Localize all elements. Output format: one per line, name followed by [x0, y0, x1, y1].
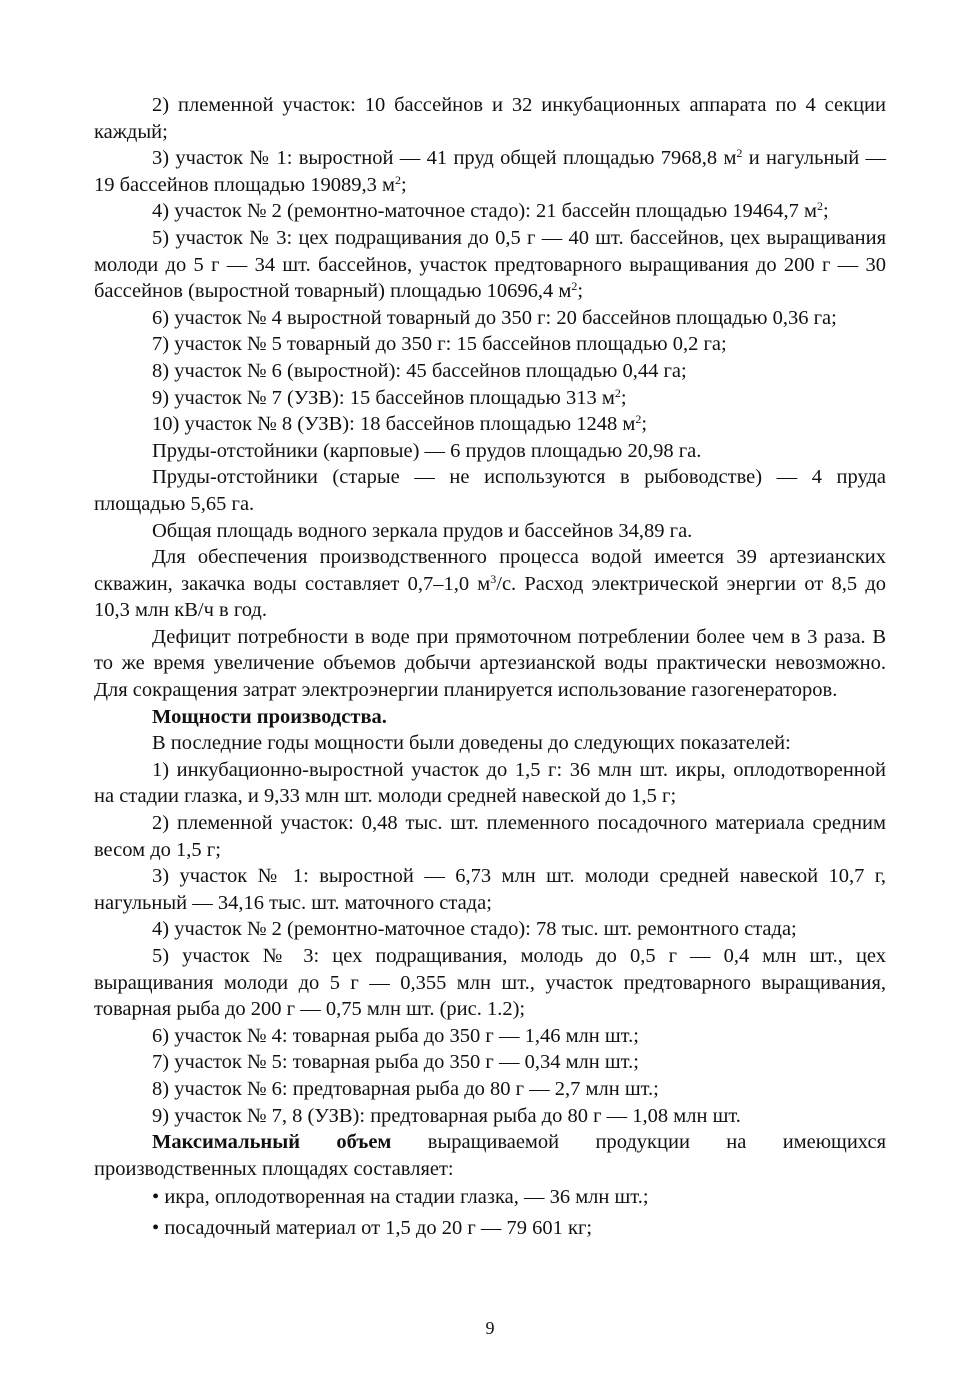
paragraph: 8) участок № 6 (выростной): 45 бассейнов площадью 0,44 га; [152, 359, 687, 382]
paragraph: Пруды-отстойники (старые — не используются в рыбоводстве) — 4 пруда площадью 5,65 га. [94, 466, 886, 515]
section-heading: Мощности производства. [152, 705, 387, 728]
paragraph: 2) племенной участок: 10 бассейнов и 32 инкубационных аппарата по 4 секции каждый; [94, 94, 886, 143]
list-item: 2) племенной участок: 0,48 тыс. шт. племенного посадочного материала средним весом до 1,5 г; [94, 812, 886, 861]
list-item: 5) участок № 3: цех подращивания, молодь до 0,5 г — 0,4 млн шт., цех выращивания молоди до 5 г — 0,355 млн шт., участок предтоварного выращивания, товарная рыба до 200 г — 0,75 млн шт. (рис. 1.2); [94, 945, 886, 1021]
page-number: 9 [485, 1318, 495, 1338]
bullet-icon: • [152, 1216, 160, 1239]
paragraph: 9) участок № 7 (УЗВ): 15 бассейнов площадью 313 $м^2$; [152, 385, 627, 409]
paragraph: Общая площадь водного зеркала прудов и бассейнов 34,89 га. [152, 519, 693, 542]
document-page [94, 92, 886, 1243]
paragraph: Пруды-отстойники (карповые) — 6 прудов площадью 20,98 га. [152, 439, 702, 462]
paragraph: 7) участок № 5 товарный до 350 г: 15 бассейнов площадью 0,2 га; [152, 333, 727, 356]
paragraph: 5) участок № 3: цех подращивания до 0,5 г — 40 шт. бассейнов, цех выращивания молоди до 5 г — 34 шт. бассейнов, участок предтоварного выращивания до 200 г — 30 бассейнов (выростной товарный) площадью 10696,4 $м^2$; [94, 226, 886, 303]
paragraph: Дефицит потребности в воде при прямоточном потреблении более чем в 3 раза. В то же время увеличение объемов добычи артезианской воды практически невозможно. Для сокращения затрат электроэнергии планируется использование газогенераторов. [94, 625, 886, 702]
list-item: 3) участок № 1: выростной — 6,73 млн шт. молоди средней навеской 10,7 г, нагульный — 34,16 тыс. шт. маточного стада; [94, 865, 886, 914]
paragraph: 10) участок № 8 (УЗВ): 18 бассейнов площадью 1248 $м^2$; [152, 412, 648, 436]
paragraph: В последние годы мощности были доведены до следующих показателей: [152, 732, 791, 755]
bullet-item: • икра, оплодотворенная на стадии глазка, — 36 млн шт.; [152, 1186, 649, 1209]
paragraph: Максимальный объем выращиваемой продукции на имеющихся производственных площадях составляет: [94, 1131, 886, 1180]
list-item: 9) участок № 7, 8 (УЗВ): предтоварная рыба до 80 г — 1,08 млн шт. [152, 1104, 741, 1127]
list-item: 7) участок № 5: товарная рыба до 350 г — 0,34 млн шт.; [152, 1051, 639, 1074]
bullet-icon: • [152, 1186, 160, 1209]
list-item: 1) инкубационно-выростной участок до 1,5 г: 36 млн шт. икры, оплодотворенной на стадии глазка, и 9,33 млн шт. молоди средней навеской до 1,5 г; [94, 758, 886, 808]
bullet-item: • посадочный материал от 1,5 до 20 г — 79 601 кг; [152, 1216, 593, 1239]
paragraph: 3) участок № 1: выростной — 41 пруд общей площадью 7968,8 $м^2$ и нагульный — 19 бассейнов площадью 19089,3 $м^2$; [94, 146, 886, 196]
list-item: 4) участок № 2 (ремонтно-маточное стадо): 78 тыс. шт. ремонтного стада; [152, 918, 797, 941]
list-item: 8) участок № 6: предтоварная рыба до 80 г — 2,7 млн шт.; [152, 1077, 659, 1100]
paragraph: Для обеспечения производственного процесса водой имеется 39 артезианских скважин, закачка воды составляет 0,7–1,0 $м^3/с$. Расход электрической энергии от 8,5 до 10,3 млн кВ/ч в год. [94, 546, 886, 622]
list-item: 6) участок № 4: товарная рыба до 350 г — 1,46 млн шт.; [152, 1024, 639, 1047]
paragraph: 6) участок № 4 выростной товарный до 350 г: 20 бассейнов площадью 0,36 га; [152, 306, 837, 329]
paragraph: 4) участок № 2 (ремонтно-маточное стадо): 21 бассейн площадью 19464,7 $м^2$; [152, 199, 829, 223]
